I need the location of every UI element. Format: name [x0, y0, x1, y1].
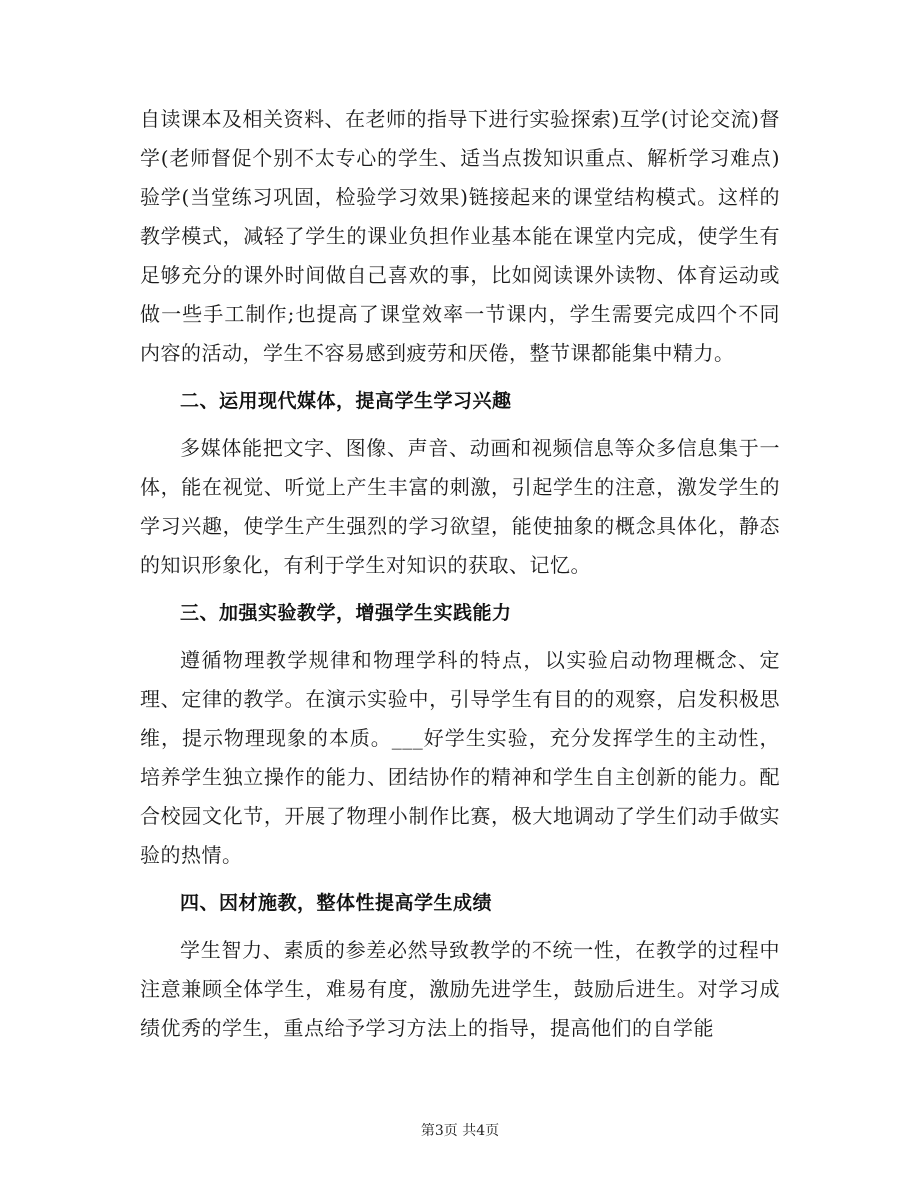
- paragraph-3: 遵循物理教学规律和物理学科的特点，以实验启动物理概念、定理、定律的教学。在演示实验中，引导学生有目的的观察，启发积极思维，提示物理现象的本质。___好学生实验，充分发挥学生的主动性，培养学生独立操作的能力、团结协作的精神和学生自主创新的能力。配合校园文化节，开展了物理小制作比赛，极大地调动了学生们动手做实验的热情。: [140, 648, 780, 867]
- paragraph-2: 多媒体能把文字、图像、声音、动画和视频信息等众多信息集于一体，能在视觉、听觉上产生丰富的刺激，引起学生的注意，激发学生的学习兴趣，使学生产生强烈的学习欲望，能使抽象的概念具体化，静态的知识形象化，有利于学生对知识的获取、记忆。: [140, 436, 780, 577]
- heading-experiment: 三、加强实验教学，增强学生实践能力: [180, 601, 512, 624]
- heading-media: 二、运用现代媒体，提高学生学习兴趣: [180, 389, 512, 412]
- document-body: [140, 100, 780, 1048]
- heading-individual-teaching: 四、因材施教，整体性提高学生成绩: [180, 891, 493, 914]
- page-number-footer: 第3页 共4页: [420, 1123, 500, 1139]
- paragraph-4: 学生智力、素质的参差必然导致教学的不统一性，在教学的过程中注意兼顾全体学生，难易有度，激励先进学生，鼓励后进生。对学习成绩优秀的学生，重点给予学习方法上的指导，提高他们的自学能: [140, 938, 780, 1040]
- paragraph-1: 自读课本及相关资料、在老师的指导下进行实验探索)互学(讨论交流)督学(老师督促个别不太专心的学生、适当点拨知识重点、解析学习难点)验学(当堂练习巩固，检验学习效果)链接起来的课堂结构模式。这样的教学模式，减轻了学生的课业负担作业基本能在课堂内完成，使学生有足够充分的课外时间做自己喜欢的事，比如阅读课外读物、体育运动或做一些手工制作;也提高了课堂效率一节课内，学生需要完成四个不同内容的活动，学生不容易感到疲劳和厌倦，整节课都能集中精力。: [140, 107, 780, 365]
